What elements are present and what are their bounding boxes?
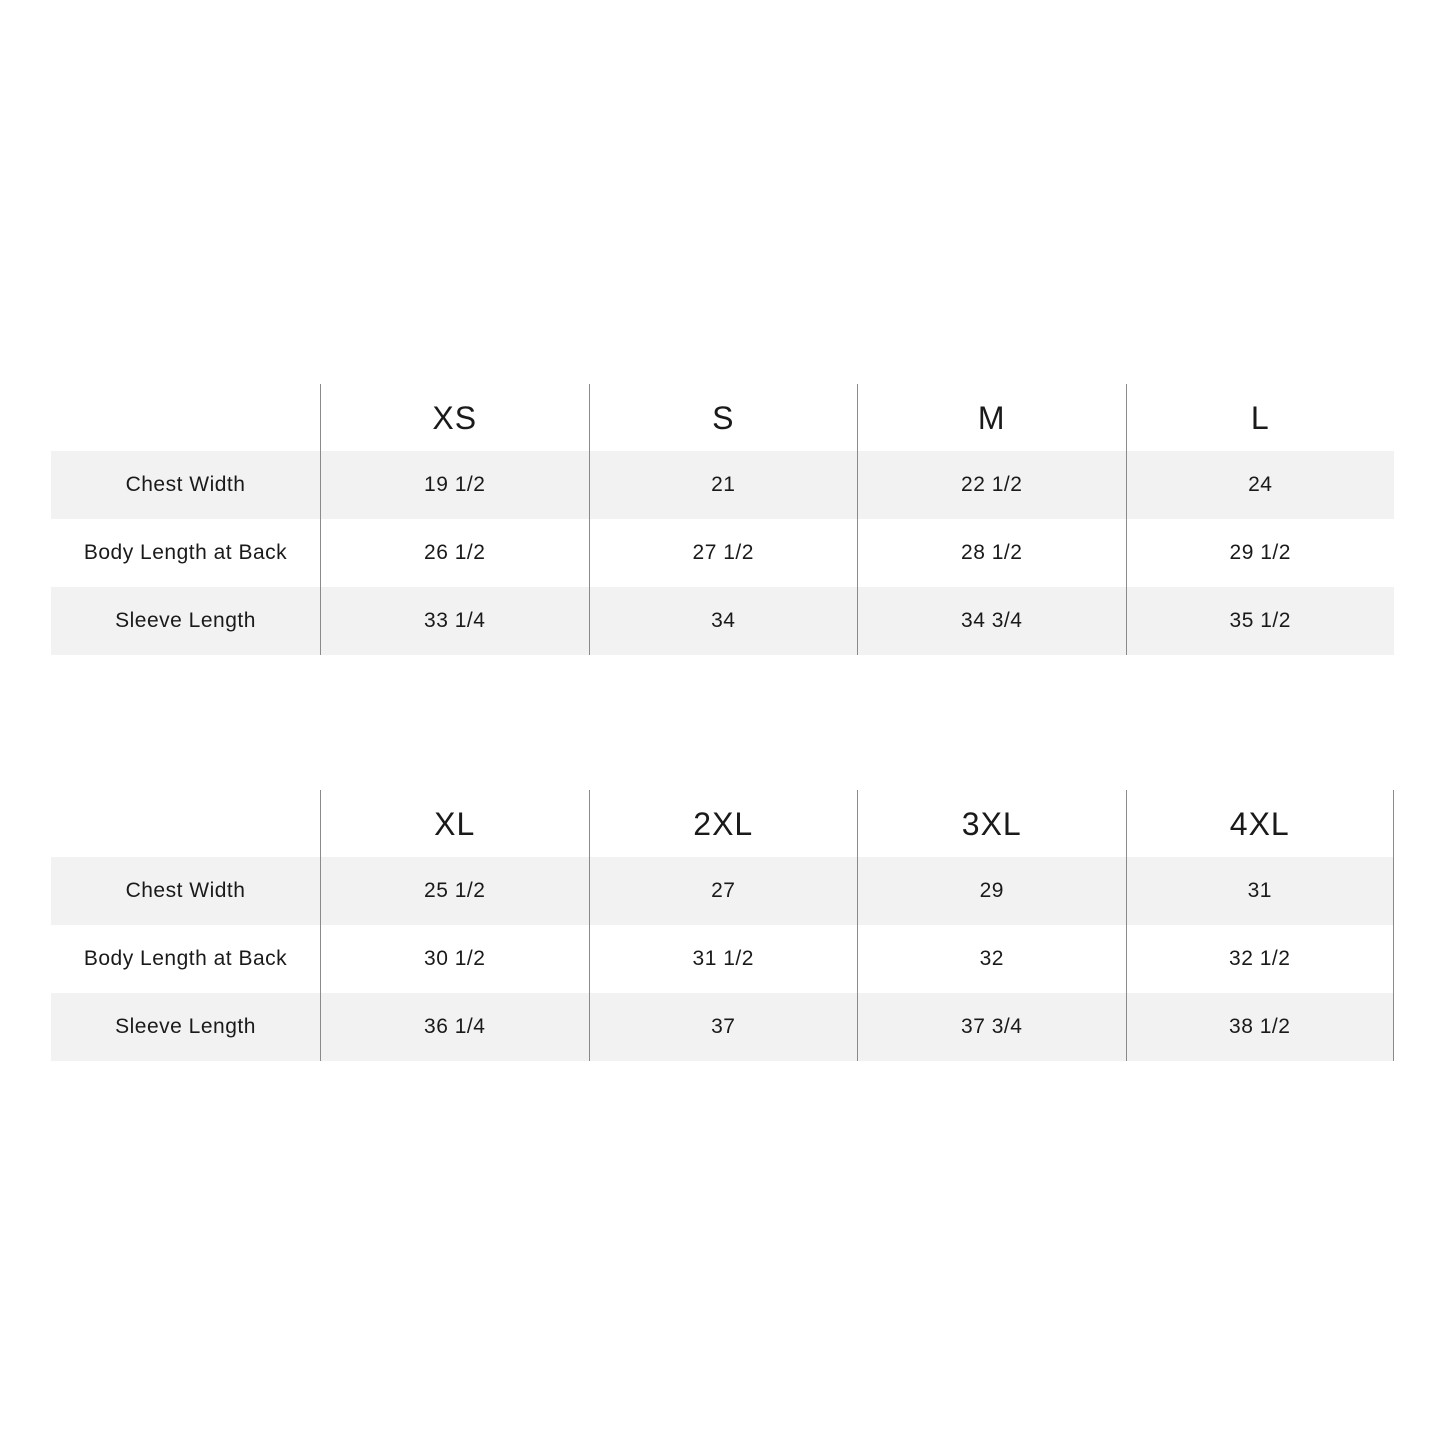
table-cell: 27 1/2	[589, 519, 858, 587]
table-cell: 27	[589, 857, 858, 925]
table-cell: 31	[1126, 857, 1395, 925]
table-cell: 37	[589, 993, 858, 1061]
table-row-chest-width	[51, 451, 1394, 519]
table-cell: 28 1/2	[857, 519, 1126, 587]
table-cell: 26 1/2	[320, 519, 589, 587]
table-header-row	[51, 384, 1394, 451]
table-cell: 29	[857, 857, 1126, 925]
table-cell: 37 3/4	[857, 993, 1126, 1061]
size-header-m: M	[857, 384, 1126, 451]
size-header-2xl: 2XL	[589, 790, 858, 857]
header-empty-cell	[51, 384, 320, 451]
table-cell: 32	[857, 925, 1126, 993]
row-label: Chest Width	[125, 879, 246, 902]
table-cell: 31 1/2	[589, 925, 858, 993]
table-cell: 35 1/2	[1126, 587, 1395, 655]
table-cell: 34	[589, 587, 858, 655]
size-header-xs: XS	[320, 384, 589, 451]
size-header-3xl: 3XL	[857, 790, 1126, 857]
size-header-4xl: 4XL	[1126, 790, 1395, 857]
table-cell: 22 1/2	[857, 451, 1126, 519]
table-cell: 19 1/2	[320, 451, 589, 519]
table-cell: 38 1/2	[1126, 993, 1395, 1061]
table-row-body-length	[51, 519, 1394, 587]
size-header-l: L	[1126, 384, 1395, 451]
table-header-row	[51, 790, 1394, 857]
table-cell: 25 1/2	[320, 857, 589, 925]
table-cell: 24	[1126, 451, 1395, 519]
table-cell: 29 1/2	[1126, 519, 1395, 587]
row-label: Sleeve Length	[115, 1015, 256, 1038]
table-cell: 36 1/4	[320, 993, 589, 1061]
row-label: Chest Width	[125, 473, 246, 496]
row-label: Body Length at Back	[83, 541, 288, 564]
row-label: Sleeve Length	[115, 609, 256, 632]
size-chart-table-1	[51, 384, 1394, 655]
table-cell: 33 1/4	[320, 587, 589, 655]
table-row-sleeve-length	[51, 587, 1394, 655]
table-cell: 32 1/2	[1126, 925, 1395, 993]
header-empty-cell	[51, 790, 320, 857]
table-cell: 30 1/2	[320, 925, 589, 993]
size-header-s: S	[589, 384, 858, 451]
table-cell: 34 3/4	[857, 587, 1126, 655]
table-cell: 21	[589, 451, 858, 519]
size-chart-table-2	[51, 790, 1394, 1061]
table-row-chest-width	[51, 857, 1394, 925]
row-label: Body Length at Back	[83, 947, 288, 970]
table-row-body-length	[51, 925, 1394, 993]
size-header-xl: XL	[320, 790, 589, 857]
table-row-sleeve-length	[51, 993, 1394, 1061]
